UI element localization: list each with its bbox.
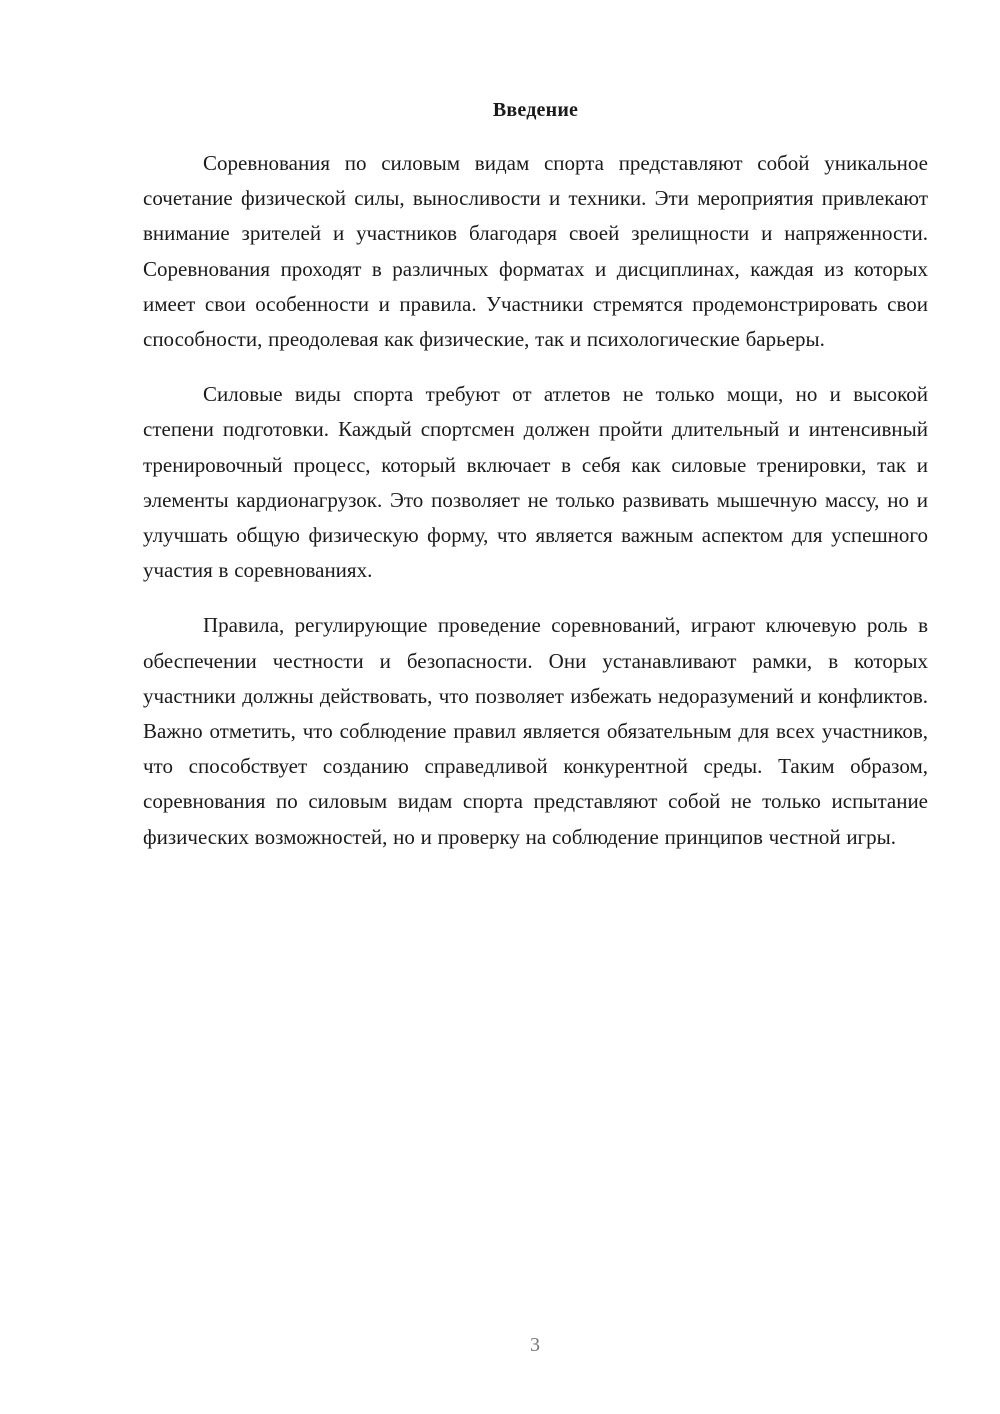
paragraph-1: Соревнования по силовым видам спорта представляют собой уникальное сочетание физической силы, выносливости и техники. Эти мероприятия привлекают внимание зрителей и участников благодаря своей зрелищности и напряженности. Соревнования проходят в различных форматах и дисциплинах, каждая из которых имеет свои особенности и правила. Участники стремятся продемонстрировать свои способности, преодолевая как физические, так и психологические барьеры. xyxy=(143,151,928,352)
page-content xyxy=(143,96,928,855)
paragraph-3: Правила, регулирующие проведение соревнований, играют ключевую роль в обеспечении честности и безопасности. Они устанавливают рамки, в которых участники должны действовать, что позволяет избежать недоразумений и конфликтов. Важно отметить, что соблюдение правил является обязательным для всех участников, что способствует созданию справедливой конкурентной среды. Таким образом, соревнования по силовым видам спорта представляют собой не только испытание физических возможностей, но и проверку на соблюдение принципов честной игры. xyxy=(143,613,928,849)
paragraph-2: Силовые виды спорта требуют от атлетов не только мощи, но и высокой степени подготовки. Каждый спортсмен должен пройти длительный и интенсивный тренировочный процесс, который включает в себя как силовые тренировки, так и элементы кардионагрузок. Это позволяет не только развивать мышечную массу, но и улучшать общую физическую форму, что является важным аспектом для успешного участия в соревнованиях. xyxy=(143,382,928,583)
section-title: Введение xyxy=(492,99,579,121)
page-number: 3 xyxy=(530,1334,540,1356)
